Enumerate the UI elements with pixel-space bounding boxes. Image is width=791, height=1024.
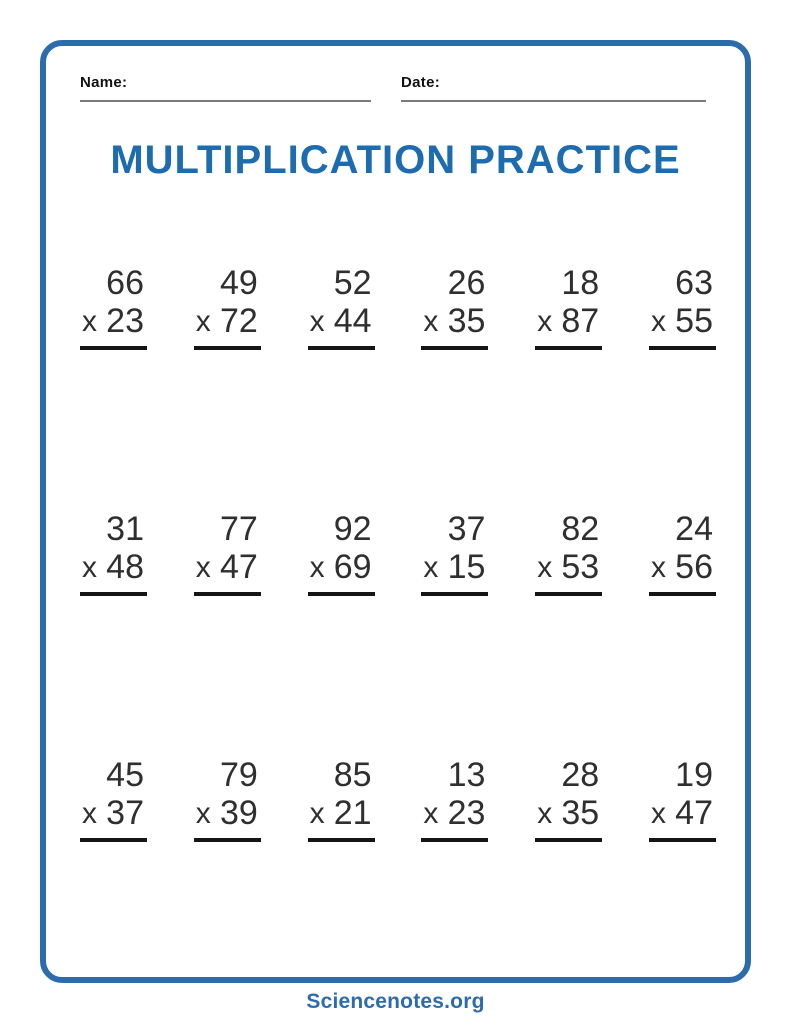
problem-cell	[649, 510, 716, 596]
multiplier-row	[194, 794, 261, 832]
multiplicand: 18	[561, 264, 600, 302]
problem-cell	[421, 510, 488, 596]
multiplication-sign: x	[423, 305, 439, 339]
multiplicand: 26	[447, 264, 486, 302]
multiplier: 48	[106, 548, 144, 587]
header-fields	[80, 74, 706, 102]
multiplier-row	[535, 548, 602, 586]
multiplier: 55	[675, 302, 713, 341]
problems-grid	[80, 264, 716, 1002]
date-label: Date:	[401, 74, 441, 91]
problem-cell	[535, 756, 602, 842]
multiplier: 15	[447, 548, 486, 587]
multiplication-sign: x	[537, 551, 553, 585]
multiplication-sign: x	[195, 551, 211, 585]
multiplication-sign: x	[82, 551, 97, 585]
problem-cell	[535, 264, 602, 350]
multiplicand: 28	[561, 756, 600, 795]
multiplication-sign: x	[650, 797, 666, 831]
multiplicand: 24	[675, 510, 713, 549]
multiplier: 53	[561, 548, 600, 587]
problem-cell	[308, 756, 375, 842]
problem-cell	[80, 756, 147, 842]
multiplier-row	[80, 548, 147, 586]
multiplicand: 37	[447, 510, 486, 549]
multiplier-row	[421, 794, 488, 832]
multiplication-sign: x	[195, 305, 211, 339]
multiplicand: 31	[106, 510, 144, 549]
multiplier: 39	[219, 794, 258, 833]
name-field-line	[80, 74, 371, 102]
multiplier: 47	[675, 794, 713, 833]
problem-cell	[649, 264, 716, 350]
multiplier-row	[308, 794, 375, 832]
multiplication-sign: x	[423, 551, 439, 585]
problem-cell	[421, 756, 488, 842]
multiplier: 35	[561, 794, 600, 833]
multiplication-sign: x	[82, 305, 97, 339]
problem-cell	[535, 510, 602, 596]
multiplier-row	[194, 548, 261, 586]
multiplier-row	[80, 302, 147, 340]
multiplier-row	[421, 302, 488, 340]
multiplier-row	[535, 302, 602, 340]
problem-cell	[194, 264, 261, 350]
name-label: Name:	[80, 74, 128, 91]
multiplier-row	[649, 302, 716, 340]
multiplicand: 66	[106, 264, 144, 302]
multiplier: 44	[333, 302, 372, 341]
multiplication-sign: x	[423, 797, 439, 831]
multiplicand: 82	[561, 510, 600, 549]
multiplier-row	[308, 548, 375, 586]
multiplier-row	[80, 794, 147, 832]
multiplier-row	[535, 794, 602, 832]
multiplication-sign: x	[537, 797, 553, 831]
multiplication-sign: x	[195, 797, 211, 831]
problem-cell	[194, 756, 261, 842]
multiplication-sign: x	[537, 305, 553, 339]
multiplicand: 63	[675, 264, 713, 302]
multiplicand: 13	[447, 756, 486, 795]
multiplicand: 49	[219, 264, 258, 302]
page-title: MULTIPLICATION PRACTICE	[110, 138, 681, 182]
multiplier-row	[308, 302, 375, 340]
multiplicand: 45	[106, 756, 144, 795]
problem-cell	[308, 264, 375, 350]
multiplier: 37	[106, 794, 144, 833]
multiplier: 21	[333, 794, 372, 833]
problem-row	[80, 756, 716, 842]
multiplier-row	[194, 302, 261, 340]
problem-cell	[194, 510, 261, 596]
multiplication-sign: x	[309, 551, 325, 585]
problem-cell	[649, 756, 716, 842]
multiplier: 47	[219, 548, 258, 587]
multiplicand: 77	[219, 510, 258, 549]
footer-site-name: Sciencenotes.org	[306, 990, 485, 1013]
multiplier: 69	[333, 548, 372, 587]
multiplier: 72	[219, 302, 258, 341]
problem-cell	[80, 264, 147, 350]
problem-cell	[308, 510, 375, 596]
multiplier-row	[649, 794, 716, 832]
multiplier-row	[649, 548, 716, 586]
multiplicand: 79	[219, 756, 258, 795]
multiplicand: 19	[675, 756, 713, 795]
multiplication-sign: x	[650, 551, 666, 585]
multiplicand: 92	[333, 510, 372, 549]
multiplication-sign: x	[309, 305, 325, 339]
multiplier: 23	[106, 302, 144, 341]
multiplicand: 52	[333, 264, 372, 302]
problem-cell	[80, 510, 147, 596]
multiplicand: 85	[333, 756, 372, 795]
multiplier: 35	[447, 302, 486, 341]
date-field-line	[401, 74, 706, 102]
multiplication-sign: x	[650, 305, 666, 339]
multiplier: 23	[447, 794, 486, 833]
problem-row	[80, 510, 716, 596]
multiplier-row	[421, 548, 488, 586]
multiplier: 87	[561, 302, 600, 341]
problem-cell	[421, 264, 488, 350]
problem-row	[80, 264, 716, 350]
multiplication-sign: x	[82, 797, 97, 831]
multiplier: 56	[675, 548, 713, 587]
multiplication-sign: x	[309, 797, 325, 831]
